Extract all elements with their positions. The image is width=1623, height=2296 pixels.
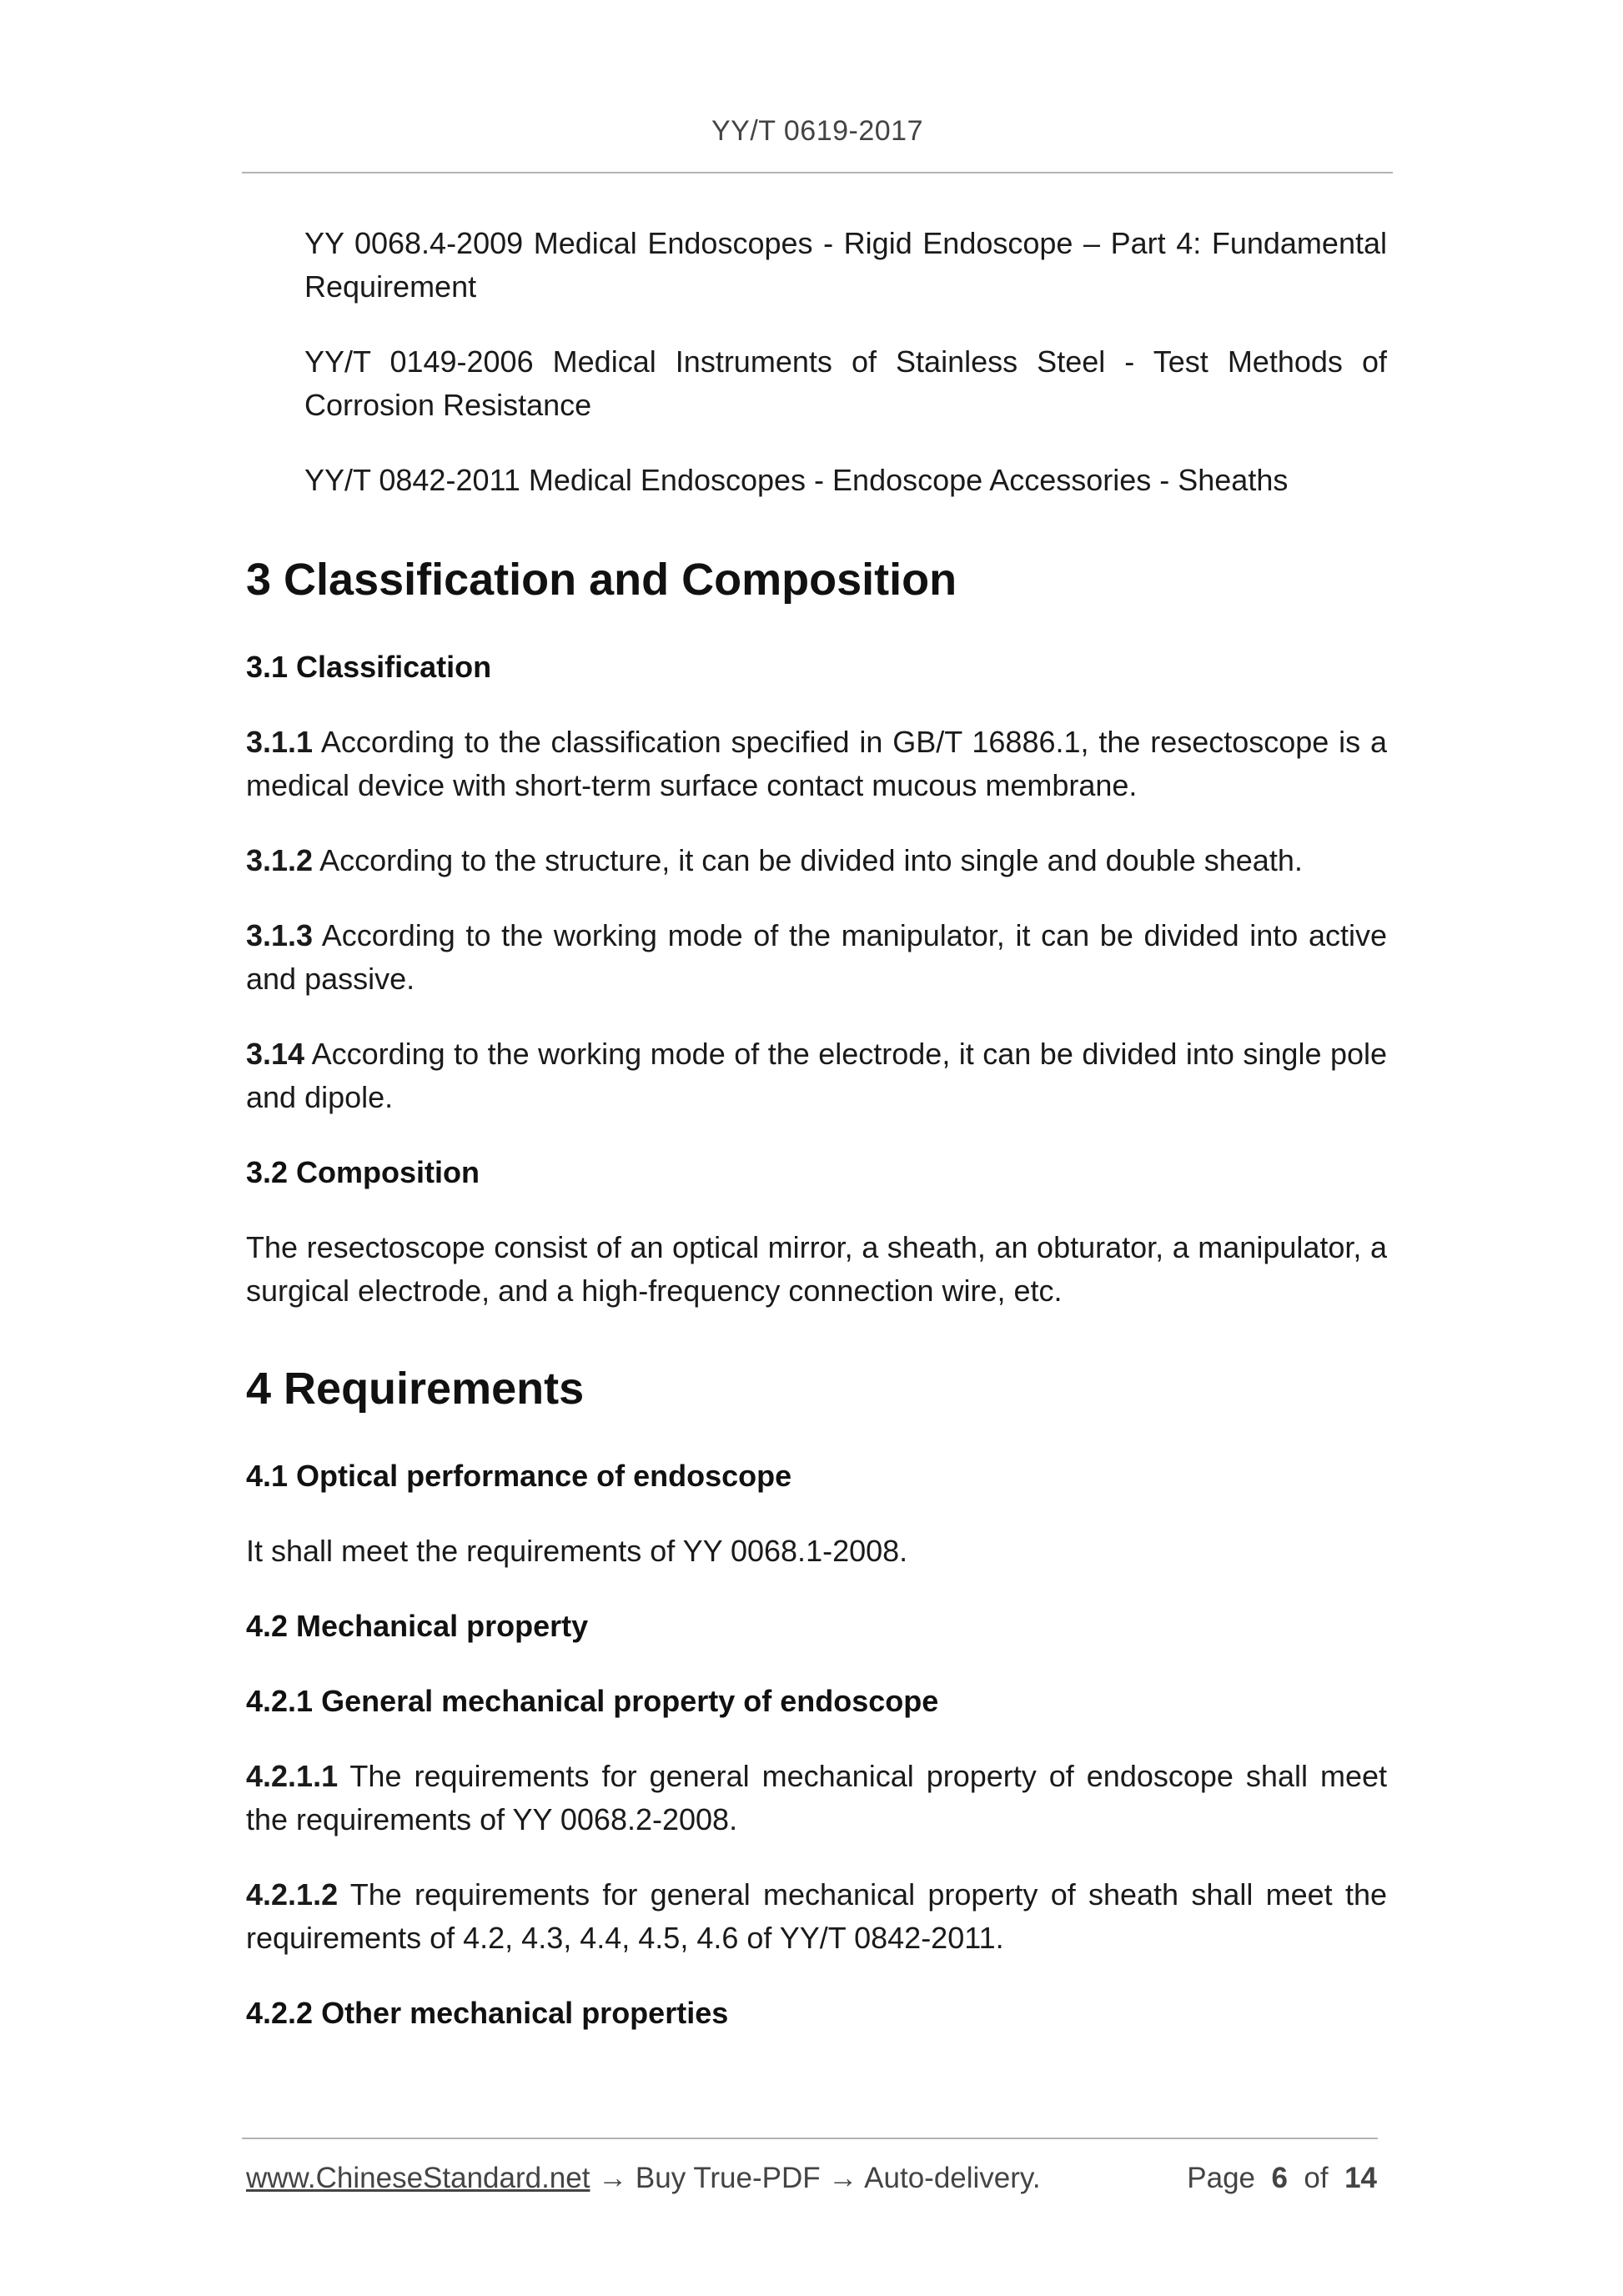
clause-text: The requirements for general mechanical property of endoscope shall meet the requirements of YY 0068.2-2008.	[246, 1759, 1387, 1836]
clause-number: 4.2.1.1	[246, 1759, 339, 1793]
header-divider	[242, 172, 1393, 173]
subsection-heading: 3.2 Composition	[246, 1155, 480, 1189]
reference-item: YY/T 0149-2006 Medical Instruments of Stainless Steel - Test Methods of Corrosion Resistance	[304, 344, 1387, 422]
clause-paragraph	[246, 1032, 1387, 1119]
reference-item: YY 0068.4-2009 Medical Endoscopes - Rigid Endoscope – Part 4: Fundamental Requirement	[304, 226, 1387, 304]
clause-paragraph	[246, 721, 1387, 807]
clause-text: According to the working mode of the manipulator, it can be divided into active and passive.	[246, 918, 1387, 996]
promo-text: → Buy True-PDF → Auto-delivery.	[590, 2162, 1041, 2194]
of-word: of	[1304, 2162, 1329, 2194]
clause-text: According to the structure, it can be divided into single and double sheath.	[313, 843, 1303, 877]
subsection-heading: 4.1 Optical performance of endoscope	[246, 1459, 792, 1493]
clause-paragraph	[246, 1755, 1387, 1841]
clause-number: 3.1.3	[246, 918, 314, 952]
clause-text: The requirements for general mechanical property of sheath shall meet the requirements of 4.2, 4.3, 4.4, 4.5, 4.6 of YY/T 0842-2011.	[246, 1877, 1387, 1955]
subsection-heading: 4.2.1 General mechanical property of endoscope	[246, 1684, 939, 1718]
subsection-heading: 4.2 Mechanical property	[246, 1609, 589, 1643]
page-number: 6	[1271, 2162, 1288, 2194]
subsection-heading: 4.2.2 Other mechanical properties	[246, 1996, 729, 2030]
page-indicator	[1187, 2157, 1377, 2200]
section-heading: 3 Classification and Composition	[246, 555, 957, 605]
footer-divider	[242, 2138, 1378, 2139]
section-heading: 4 Requirements	[246, 1364, 585, 1414]
page-word: Page	[1187, 2162, 1256, 2194]
header-doc-id: YY/T 0619-2017	[711, 115, 923, 147]
clause-paragraph	[246, 1873, 1387, 1960]
clause-number: 3.14	[246, 1037, 305, 1071]
page-body	[246, 222, 1387, 2035]
reference-item: YY/T 0842-2011 Medical Endoscopes - Endoscope Accessories - Sheaths	[304, 463, 1289, 497]
body-paragraph: The resectoscope consist of an optical mirror, a sheath, an obturator, a manipulator, a surgical electrode, and a high-frequency connection wire, etc.	[246, 1230, 1387, 1308]
clause-paragraph	[246, 914, 1387, 1001]
subsection-heading: 3.1 Classification	[246, 650, 492, 684]
body-paragraph: It shall meet the requirements of YY 0068.1-2008.	[246, 1534, 908, 1568]
clause-text: According to the classification specified in GB/T 16886.1, the resectoscope is a medical device with short-term surface contact mucous membrane.	[246, 725, 1387, 802]
footer-promo	[246, 2157, 1041, 2200]
clause-paragraph	[246, 839, 1387, 882]
clause-number: 4.2.1.2	[246, 1877, 339, 1912]
page-total: 14	[1344, 2162, 1377, 2194]
website-link[interactable]: www.ChineseStandard.net	[246, 2162, 590, 2194]
clause-number: 3.1.1	[246, 725, 314, 759]
clause-text: According to the working mode of the electrode, it can be divided into single pole and dipole.	[246, 1037, 1387, 1114]
clause-number: 3.1.2	[246, 843, 314, 877]
